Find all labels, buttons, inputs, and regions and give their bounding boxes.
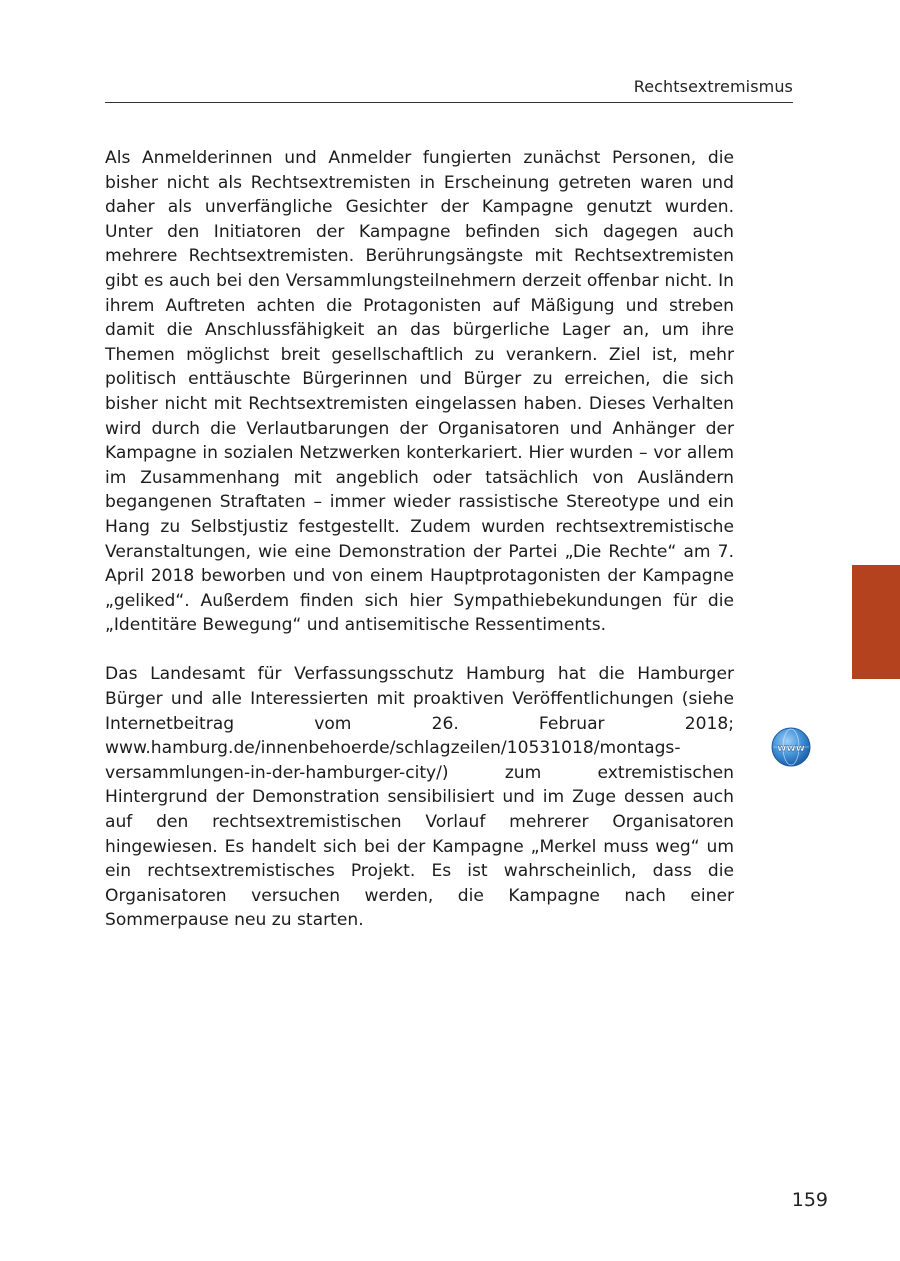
- paragraph-2: Das Landesamt für Verfassungsschutz Hamburg hat die Hamburger Bürger und alle Interessierten mit proaktiven Veröffentlichungen (siehe Internetbeitrag vom 26. Februar 2018; www.hamburg.de/innenbehoerde/schlagzeilen/10531018/montags-versammlungen-in-der-hamburger-city/) zum extremistischen Hintergrund der Demonstration sensibilisiert und im Zuge dessen auch auf den rechtsextremistischen Vorlauf mehrerer Organisatoren hingewiesen. Es handelt sich bei der Kampagne „Merkel muss weg“ um ein rechtsextremistisches Projekt. Es ist wahrscheinlich, dass die Organisatoren versuchen werden, die Kampagne nach einer Sommerpause neu zu starten.: [105, 664, 734, 931]
- page-number: 159: [791, 1189, 828, 1211]
- body-text: [105, 146, 734, 933]
- www-globe-icon: [771, 727, 811, 767]
- chapter-title: Rechtsextremismus: [633, 77, 793, 96]
- svg-text:www: www: [777, 743, 805, 754]
- paragraph-1: Als Anmelderinnen und Anmelder fungierten zunächst Personen, die bisher nicht als Rechtsextremisten in Erscheinung getreten waren und daher als unverfängliche Gesichter der Kampagne genutzt wurden. Unter den Initiatoren der Kampagne befinden sich dagegen auch mehrere Rechtsextremisten. Berührungsängste mit Rechtsextremisten gibt es auch bei den Versammlungsteilnehmern derzeit offenbar nicht. In ihrem Auftreten achten die Protagonisten auf Mäßigung und streben damit die Anschlussfähigkeit an das bürgerliche Lager an, um ihre Themen möglichst breit gesellschaftlich zu verankern. Ziel ist, mehr politisch enttäuschte Bürgerinnen und Bürger zu erreichen, die sich bisher nicht mit Rechtsextremisten eingelassen haben. Dieses Verhalten wird durch die Verlautbarungen der Organisatoren und Anhänger der Kampagne in sozialen Netzwerken konterkariert. Hier wurden – vor allem im Zusammenhang mit angeblich oder tatsächlich von Ausländern begangenen Straftaten – immer wieder rassistische Stereotype und ein Hang zu Selbstjustiz festgestellt. Zudem wurden rechtsextremistische Veranstaltungen, wie eine Demonstration der Partei „Die Rechte“ am 7. April 2018 beworben und von einem Hauptprotagonisten der Kampagne „geliked“. Außerdem finden sich hier Sympathiebekundungen für die „Identitäre Bewegung“ und antisemitische Ressentiments.: [105, 148, 734, 636]
- chapter-thumb-tab: [852, 565, 900, 679]
- running-header: [105, 76, 793, 103]
